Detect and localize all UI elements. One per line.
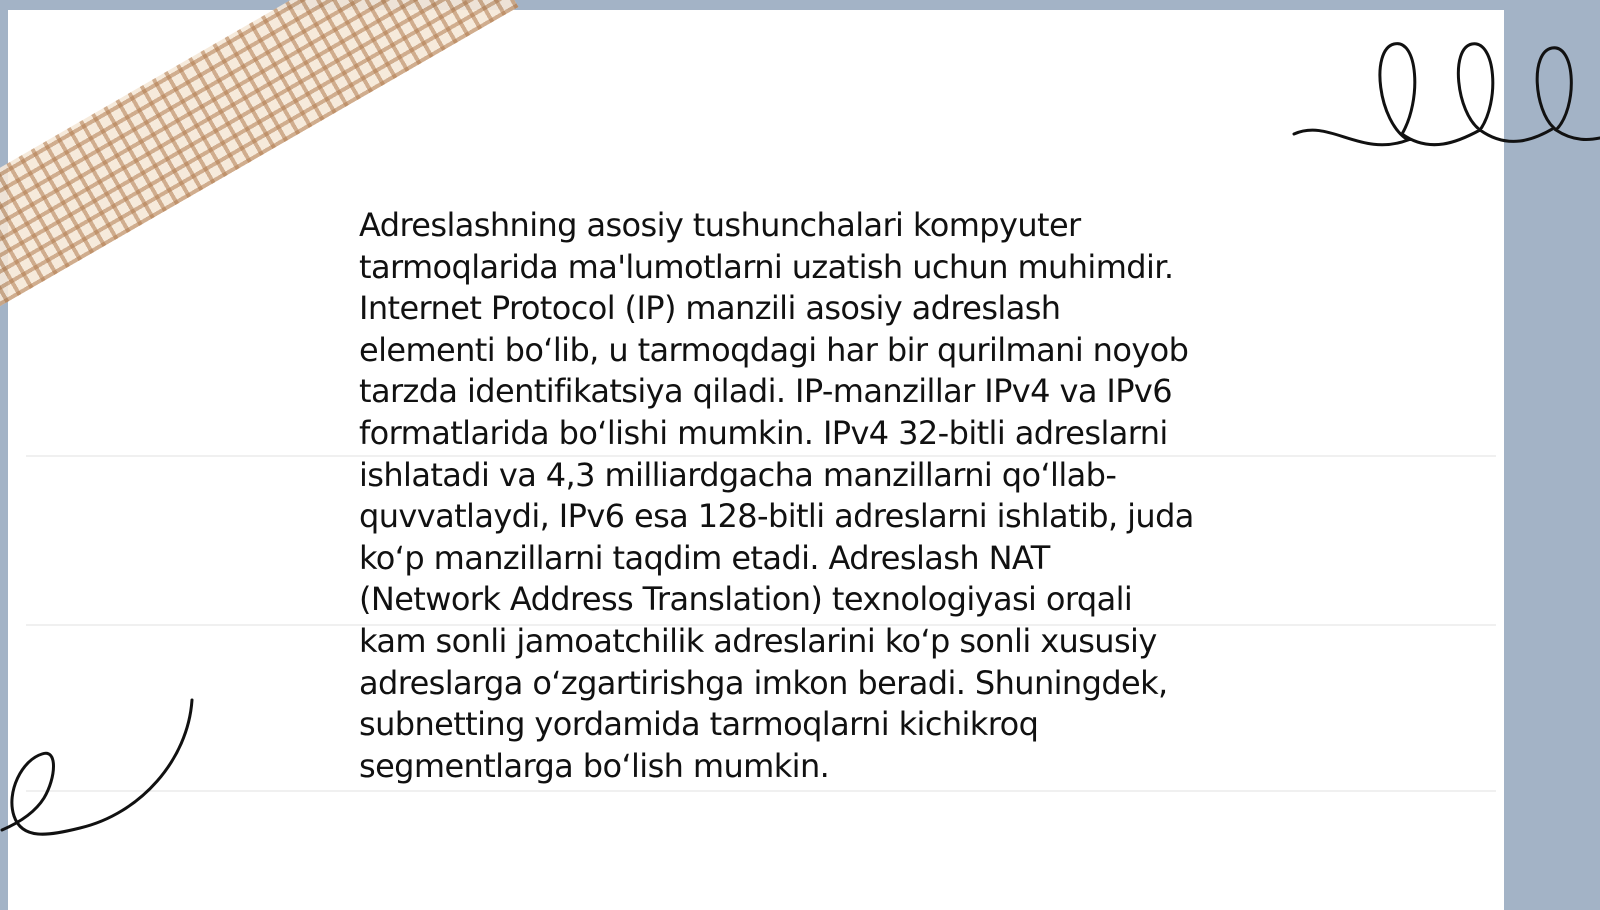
body-paragraph	[359, 205, 1259, 787]
paragraph-line: quvvatlaydi, IPv6 esa 128-bitli adreslarni ishlatib, juda	[359, 497, 1194, 536]
paragraph-line: Internet Protocol (IP) manzili asosiy adreslash	[359, 289, 1061, 328]
loop-doodle-top-right	[1290, 30, 1600, 165]
paragraph-line: tarzda identifikatsiya qiladi. IP-manzillar IPv4 va IPv6	[359, 372, 1173, 411]
paragraph-line: (Network Address Translation) texnologiyasi orqali	[359, 580, 1133, 619]
paragraph-line: ishlatadi va 4,3 milliardgacha manzillarni qo‘llab-	[359, 455, 1117, 494]
paragraph-line: Adreslashning asosiy tushunchalari kompyuter	[359, 206, 1081, 244]
paragraph-line: adreslarga o‘zgartirishga imkon beradi. Shuningdek,	[359, 663, 1168, 702]
paragraph-line: kam sonli jamoatchilik adreslarini ko‘p sonli xususiy	[359, 621, 1157, 660]
paragraph-line: ko‘p manzillarni taqdim etadi. Adreslash NAT	[359, 538, 1050, 577]
ruled-line	[26, 790, 1496, 792]
paragraph-line: elementi bo‘lib, u tarmoqdagi har bir qurilmani noyob	[359, 330, 1189, 369]
loop-doodle-bottom-left	[0, 690, 200, 850]
paragraph-line: tarmoqlarida ma'lumotlarni uzatish uchun muhimdir.	[359, 247, 1174, 286]
paragraph-line: formatlarida bo‘lishi mumkin. IPv4 32-bitli adreslarni	[359, 413, 1168, 452]
paragraph-line: segmentlarga bo‘lish mumkin.	[359, 746, 830, 785]
paragraph-line: subnetting yordamida tarmoqlarni kichikroq	[359, 705, 1039, 744]
